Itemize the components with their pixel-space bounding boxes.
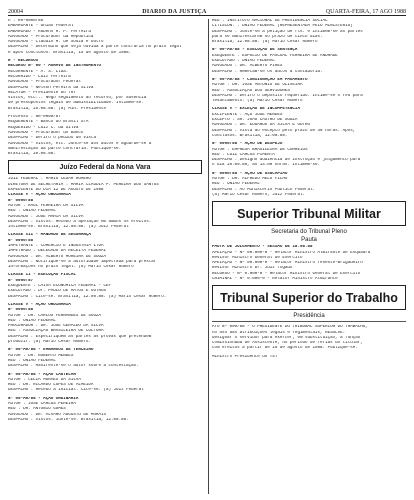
text-line: com efeitos a partir de 16 de agosto de 1988. Publique-se. (212, 346, 358, 351)
text-line: AUTOR : EMPRESA BRASILEIRA DE CORREIOS (212, 147, 308, 152)
text-line: Nº 0000/88 (8, 198, 34, 203)
text-line: ADVOGADO : DR. ALVARO AUGUSTO DE MORAIS (8, 412, 107, 417)
text-line: RÉU : INSTITUTO NACIONAL DE PREVIDÊNCIA SOCIAL (212, 19, 328, 23)
right-column (212, 19, 406, 360)
text-line: para se manifestarem no prazo de cinco dias. (212, 34, 323, 39)
text-line: informações no prazo legal. (a) Mário César Romero (8, 265, 134, 270)
text-line: DESPACHO : Notifique-se a autoridade impetrada para prestar (8, 259, 157, 264)
text-line: DESPACHO : Ao Ministério Público Federal. (212, 187, 316, 192)
text-line: REQUERENTE - Banco do Brasil S/A (8, 120, 89, 125)
text-line: LITISCON. : UNIÃO FEDERAL (REPRESENTADA PELO MINISTÉRIO) (212, 24, 353, 29)
text-line: DESPACHO : Designo audiência de instrução e julgamento para (212, 158, 361, 163)
text-line: RELATOR - Presidente do TRT (8, 90, 76, 95)
text-line: Nº 0000/88 - AÇÃO DE DESPEJO (212, 142, 283, 147)
right-mid-block (212, 245, 406, 282)
text-line: Processo : RR-0000/87 (8, 115, 61, 120)
text-line: AUTOR : DR. ROBERTO MENDES (8, 353, 74, 358)
text-line: DESPACHO : Defiro o depósito requerido. Intime-se o réu para (212, 93, 363, 98)
text-line: n : RR-0000/86 (8, 19, 44, 23)
text-line: AUTOR : DR. ALFREDO MELO FILHO (212, 177, 288, 182)
text-line: ADVOGADO : DR. ALBERTO PIRES (212, 64, 283, 69)
left-column (8, 19, 202, 423)
text-line: CLASSE V - AÇÃO ORDINÁRIA (8, 193, 71, 198)
text-line: ADVOGADO : DR. ALBERTO MOREIRA DE SOUZA (8, 254, 107, 259)
journal-title: DIARIO DA JUSTIÇA (142, 9, 207, 15)
stm-title-box: Superior Tribunal Militar (212, 201, 406, 226)
text-line: comissionada de Assistente, no período de férias do titular, (212, 341, 363, 346)
text-line: DIRETORA DE SECRETARIA : MARIA CLAUDIA P. PEREIRA DOS SANTOS (8, 182, 159, 187)
page-header (8, 6, 406, 16)
stm-section-heading: Secretaria do Tribunal Pleno (271, 229, 347, 236)
text-line: EXEQUENTE : ESPÓLIO DE PASCOAL FERREIRA DE ANDRADE (212, 53, 338, 58)
text-line: AUTOR : RAUL FERREIRA DA SILVA (8, 203, 84, 208)
text-line: Nº 00-A0/88 - EMBARGOS DE TERCEIRO (8, 348, 94, 353)
section-rule (212, 321, 406, 322)
court-title-box: Juízo Federal da Nona Vara (8, 160, 202, 174)
tst-title-box: Tribunal Superior do Trabalho (212, 285, 406, 310)
text-line: Ministro Presidente do TST (212, 354, 278, 359)
text-line: RÉU : UNIÃO FEDERAL (8, 318, 56, 323)
text-line: Nº 0000/88 - AÇÃO DE USUCAPIÃO (212, 171, 288, 176)
text-line: RÉU : UNIÃO FEDERAL (212, 182, 260, 187)
text-line: RÉU : ASSOCIAÇÃO DOS SERVIDORES (212, 88, 290, 93)
text-line: RECURSO - Nº 0.000-0 - Relator Ministro General de Exército (212, 271, 361, 276)
text-line: ADVOGADO - Procurador do Banco (8, 130, 84, 135)
left-mid-block (8, 177, 202, 423)
text-line: AUTOR : JOSÉ CARLOS PEREIRA (8, 402, 76, 406)
text-line: Nº 00-A0/88 - AÇÃO ORDINÁRIA (8, 396, 79, 401)
text-line: DESPACHO - Determino que seja ouvida a parte contraria no prazo legal (8, 45, 182, 50)
text-line: RECORRENTE - A. S. Ltda. (8, 69, 69, 74)
text-line: RECORRIDO - Luiz Ferreira (8, 74, 71, 79)
text-line: ADVOGADO - Claudio M. de Souza e Outro (8, 40, 104, 45)
text-line: DESPACHO - Nelson Pereira da Silva (8, 85, 94, 90)
text-line: CLASSE XII - MANDADO DE SEGURANÇA (8, 233, 91, 238)
text-line: DESPACHO : Recebo a inicial. Cite-se. (a) Juiz Federal (8, 388, 144, 393)
text-line: Brasília, 20.08.88. (8, 152, 56, 157)
text-line: Nº 0000/88 (8, 308, 34, 313)
text-line: Nº 00-A0/88 - EXECUÇÃO DE SENTENÇA (212, 48, 298, 53)
text-line: EMBARGADO - Rubens R. P. Ferreira (8, 29, 91, 34)
text-line: EXCIPIENTE : AÇÕ JOSÉ MENDES (212, 112, 283, 117)
issue-date: QUARTA-FEIRA, 17 AGO 1988 (325, 9, 406, 15)
text-line: AUTOR : CÉLIA MORAES DA SILVA (8, 377, 81, 382)
text-line: EXEQUENTE : CAIXA ECONÔMICA FEDERAL - CEF (8, 284, 112, 289)
text-line: DESPACHO : Especifiquem as partes as provas que pretendem (8, 334, 152, 339)
text-line: levantamento. (a) Mário César Romero (212, 99, 303, 104)
text-line: DESPACHO : Junte-se a petição de fls. e intimem-se as partes (212, 29, 363, 34)
text-line: RÉU : DR. ANTONIO GOMES (8, 407, 66, 412)
text-line: ADVOGADO - Procurador Federal (8, 80, 81, 85)
text-line: R - RECURSOS (8, 59, 39, 64)
text-line: EXECUTADO : Dr. PAULO DE MATOS E OUTROS (8, 289, 107, 294)
text-line: de pressupostos legais de admissibilidade. Intimem-se. (8, 101, 144, 106)
text-line: (a) Mário César Romero, Juiz Federal. (212, 192, 305, 197)
text-line: PAUTA DE JULGAMENTO - SESSÃO DE 18.08.88 (212, 245, 313, 250)
text-line: RÉU : UNIÃO FEDERAL (8, 358, 56, 363)
text-line: DESPACHO - Defiro o pedido de vista (8, 136, 96, 141)
text-line: ADVOGADO : JOSÉ MARIA DA SILVA (8, 214, 84, 219)
left-top-block (8, 19, 202, 157)
text-line: ATO Nº 000/88 - O PRESIDENTE DO TRIBUNAL SUPERIOR DO TRABALHO, (212, 325, 368, 330)
text-line: EXCEPTO : SR. JOÃO CASTRO DE SOUZA (212, 118, 298, 123)
text-line: produzir. (a) Mário César Romero. (8, 340, 91, 345)
text-line: e após conclusos. Brasília, 15 de agosto de 1988. (8, 50, 132, 55)
text-line: REQUERIDO - Luiz C. da Silva (8, 125, 79, 130)
right-bottom-block (212, 325, 406, 360)
column-divider (208, 19, 209, 494)
text-line: RÉU : LUIZ CARLOS PIMENTA (212, 152, 275, 157)
text-line: RECURSO Nº 00 - AGRAVO DE INSTRUMENTO (8, 64, 101, 69)
text-line: Revisor Ministro General de Exército (212, 255, 303, 260)
text-line: EMBARGANTE - União Federal (8, 24, 74, 29)
text-line: Brasília, 12.08.88. (a) Mário César Romero (212, 40, 318, 45)
text-line: DESPACHO : Vista ao excepto pelo prazo de 48 horas. Após, (212, 128, 356, 133)
text-line: DESPACHO : Manifeste-se o autor sobre a contestação. (8, 364, 139, 369)
text-line: CLASSE V - EXCEÇÃO DE INCOMPETÊNCIA (212, 107, 300, 112)
text-line: Intimem-se. Brasília, 12.08.88. (a) Juiz Federal (8, 225, 129, 230)
text-line: CRIMINAL - Nº 0.000-0 - Relator Ministro Almirante (212, 276, 338, 281)
text-line: DESPACHO : Vistos. Recebo a apelação em ambos os efeitos. (8, 219, 152, 224)
text-line: RÉU : DR. RICARDO LOPES DE ALMEIDA (8, 383, 94, 388)
text-line: JUIZ FEDERAL : MARIO CESAR ROMERO (8, 177, 91, 182)
text-line: PROCURADOR : DR. JOSÉ GERALDO DA SILVA (8, 324, 104, 329)
text-line: Nº 0000/88 (8, 238, 34, 243)
text-line: RÉU : ASSOCIAÇÃO BRASILEIRA DE CULTURA (8, 329, 104, 334)
text-line: Nº 0000/87 (8, 278, 34, 283)
text-line: designar o servidor para exercer, em substituição, a função (212, 335, 361, 340)
text-line: conclusos. Brasília, 12.08.88. (212, 133, 288, 138)
text-line: DESPACHO : Cite-se. Brasília, 12.08.88. (a) Mário César Romero. (8, 294, 167, 299)
page-number: 20004 (8, 9, 23, 15)
text-line: Nº 00-A0/88 - CONSIGNAÇÃO EM PAGAMENTO (212, 77, 308, 82)
text-line: ADVOGADO - Procurador da República (8, 34, 94, 39)
text-line: RÉU : UNIÃO FEDERAL (8, 209, 56, 214)
text-line: Nº 00-A0/88 - AÇÃO CAUTELAR (8, 372, 76, 377)
text-line: Revisor Ministro Dr. Juiz Togado (212, 266, 293, 271)
stm-subsection-heading: Pauta (301, 237, 317, 244)
text-line: APELAÇÃO - Nº 00.000-0 - Relator Ministro Almirante de Esquadra (212, 250, 371, 255)
text-line: DESPACHO : Remetam-se os autos à contadoria. (212, 69, 323, 74)
text-line: AUTOR : DR. CARLOS FERNANDES DE SOUZA (8, 313, 101, 318)
text-line: ADVOGADO - Vistos, etc. Junte-se aos autos e aguarde-se a (8, 141, 152, 146)
text-line: Brasília, 25.08.88. (a) Min. Presidente (8, 106, 107, 111)
text-line: CLASSE II - EXECUÇÃO FISCAL (8, 273, 76, 278)
text-line: APELAÇÃO - Nº 00.000-0 - Relator Ministro Tenente-Brigadeiro (212, 261, 363, 266)
text-line: no uso das atribuições legais e regimentais, RESOLVE: (212, 330, 346, 335)
right-top-block (212, 19, 406, 198)
gazette-page (8, 6, 406, 494)
text-line: EXECUTADO : UNIÃO FEDERAL (212, 59, 275, 64)
text-line: DESPACHO : Vistos. Junte-se. Brasília, 12.08.88. (8, 417, 129, 422)
text-line: ADVOGADO : DR. EDUARDO DA SILVA E OUTRO (212, 123, 311, 128)
tst-section-heading: Presidência (293, 313, 325, 320)
text-line: manifestação da parte contrária. Publique-se. (8, 146, 122, 151)
text-line: Vistos, etc... Nego seguimento ao recurso, por ausência (8, 96, 147, 101)
text-line: IMPETRANTE : COMÉRCIO E INDÚSTRIA LTDA (8, 243, 104, 248)
text-line: o dia 20.09.88, às 14:00 horas. Intimem-se. (212, 163, 321, 168)
text-line: IMPETRADO : DELEGADO DA RECEITA FEDERAL (8, 249, 107, 254)
text-line: AUTOR : DR. JOSÉ ANTONIO DE OLIVEIRA (212, 83, 303, 88)
text-line: CLASSE V - AÇÃO ORDINÁRIA (8, 302, 71, 307)
text-line: EXPEDIENTE DO DIA 12 DE AGOSTO DE 1988 (8, 188, 104, 193)
